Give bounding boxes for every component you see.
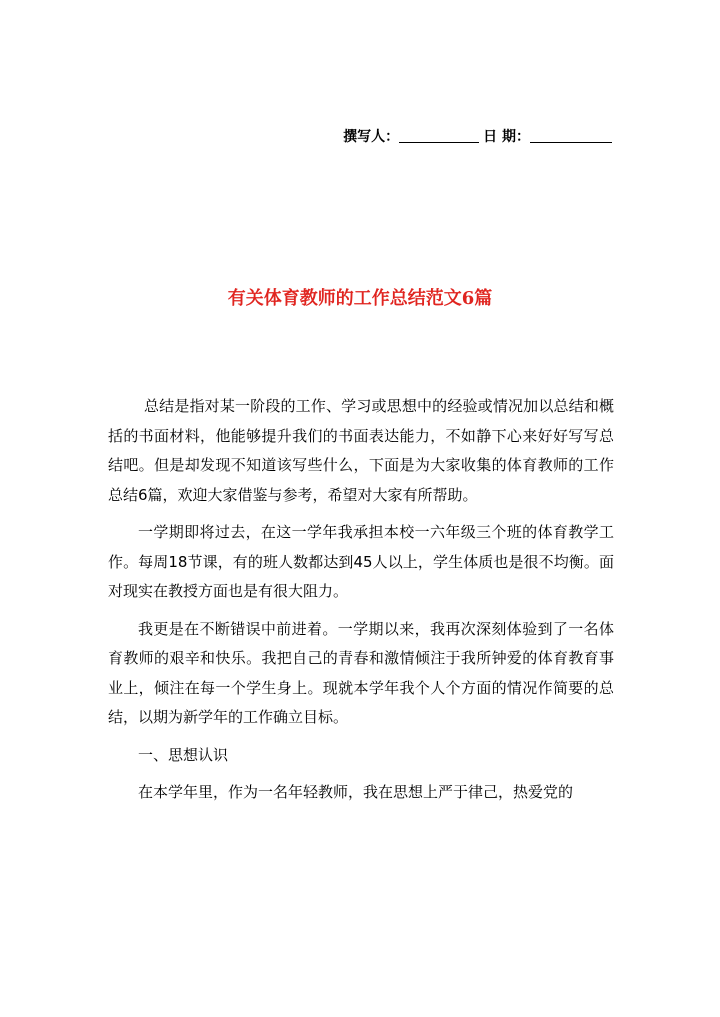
author-blank-field (399, 128, 479, 143)
paragraph-progress: 我更是在不断错误中前进着。一学期以来，我再次深刻体验到了一名体育教师的艰辛和快乐。我把自己的青春和激情倾注于我所钟爱的体育教育事业上，倾注在每一个学生身上。现就本学年我个人个方面的情况作简要的总结，以期为新学年的工作确立目标。 (108, 619, 614, 726)
section-heading-thought: 一、思想认识 (138, 745, 229, 764)
document-title: 有关体育教师的工作总结范文6篇 (227, 288, 493, 309)
paragraph-semester: 一学期即将过去，在这一学年我承担本校一六年级三个班的体育教学工作。每周18节课，有的班人数都达到45人以上，学生体质也是很不均衡。面对现实在教授方面也是有很大阻力。 (108, 523, 614, 600)
date-blank-field (530, 128, 612, 143)
date-label: 日 期： (483, 129, 530, 145)
author-date-line (343, 126, 612, 146)
author-label: 撰写人： (343, 129, 400, 145)
document-body (108, 392, 614, 816)
paragraph-intro: 总结是指对某一阶段的工作、学习或思想中的经验或情况加以总结和概括的书面材料，他能够提升我们的书面表达能力，不如静下心来好好写写总结吧。但是却发现不知道该写些什么，下面是为大家收集的体育教师的工作总结6篇，欢迎大家借鉴与参考，希望对大家有所帮助。 (108, 397, 614, 504)
paragraph-thought: 在本学年里，作为一名年轻教师，我在思想上严于律己，热爱党的 (138, 783, 574, 801)
